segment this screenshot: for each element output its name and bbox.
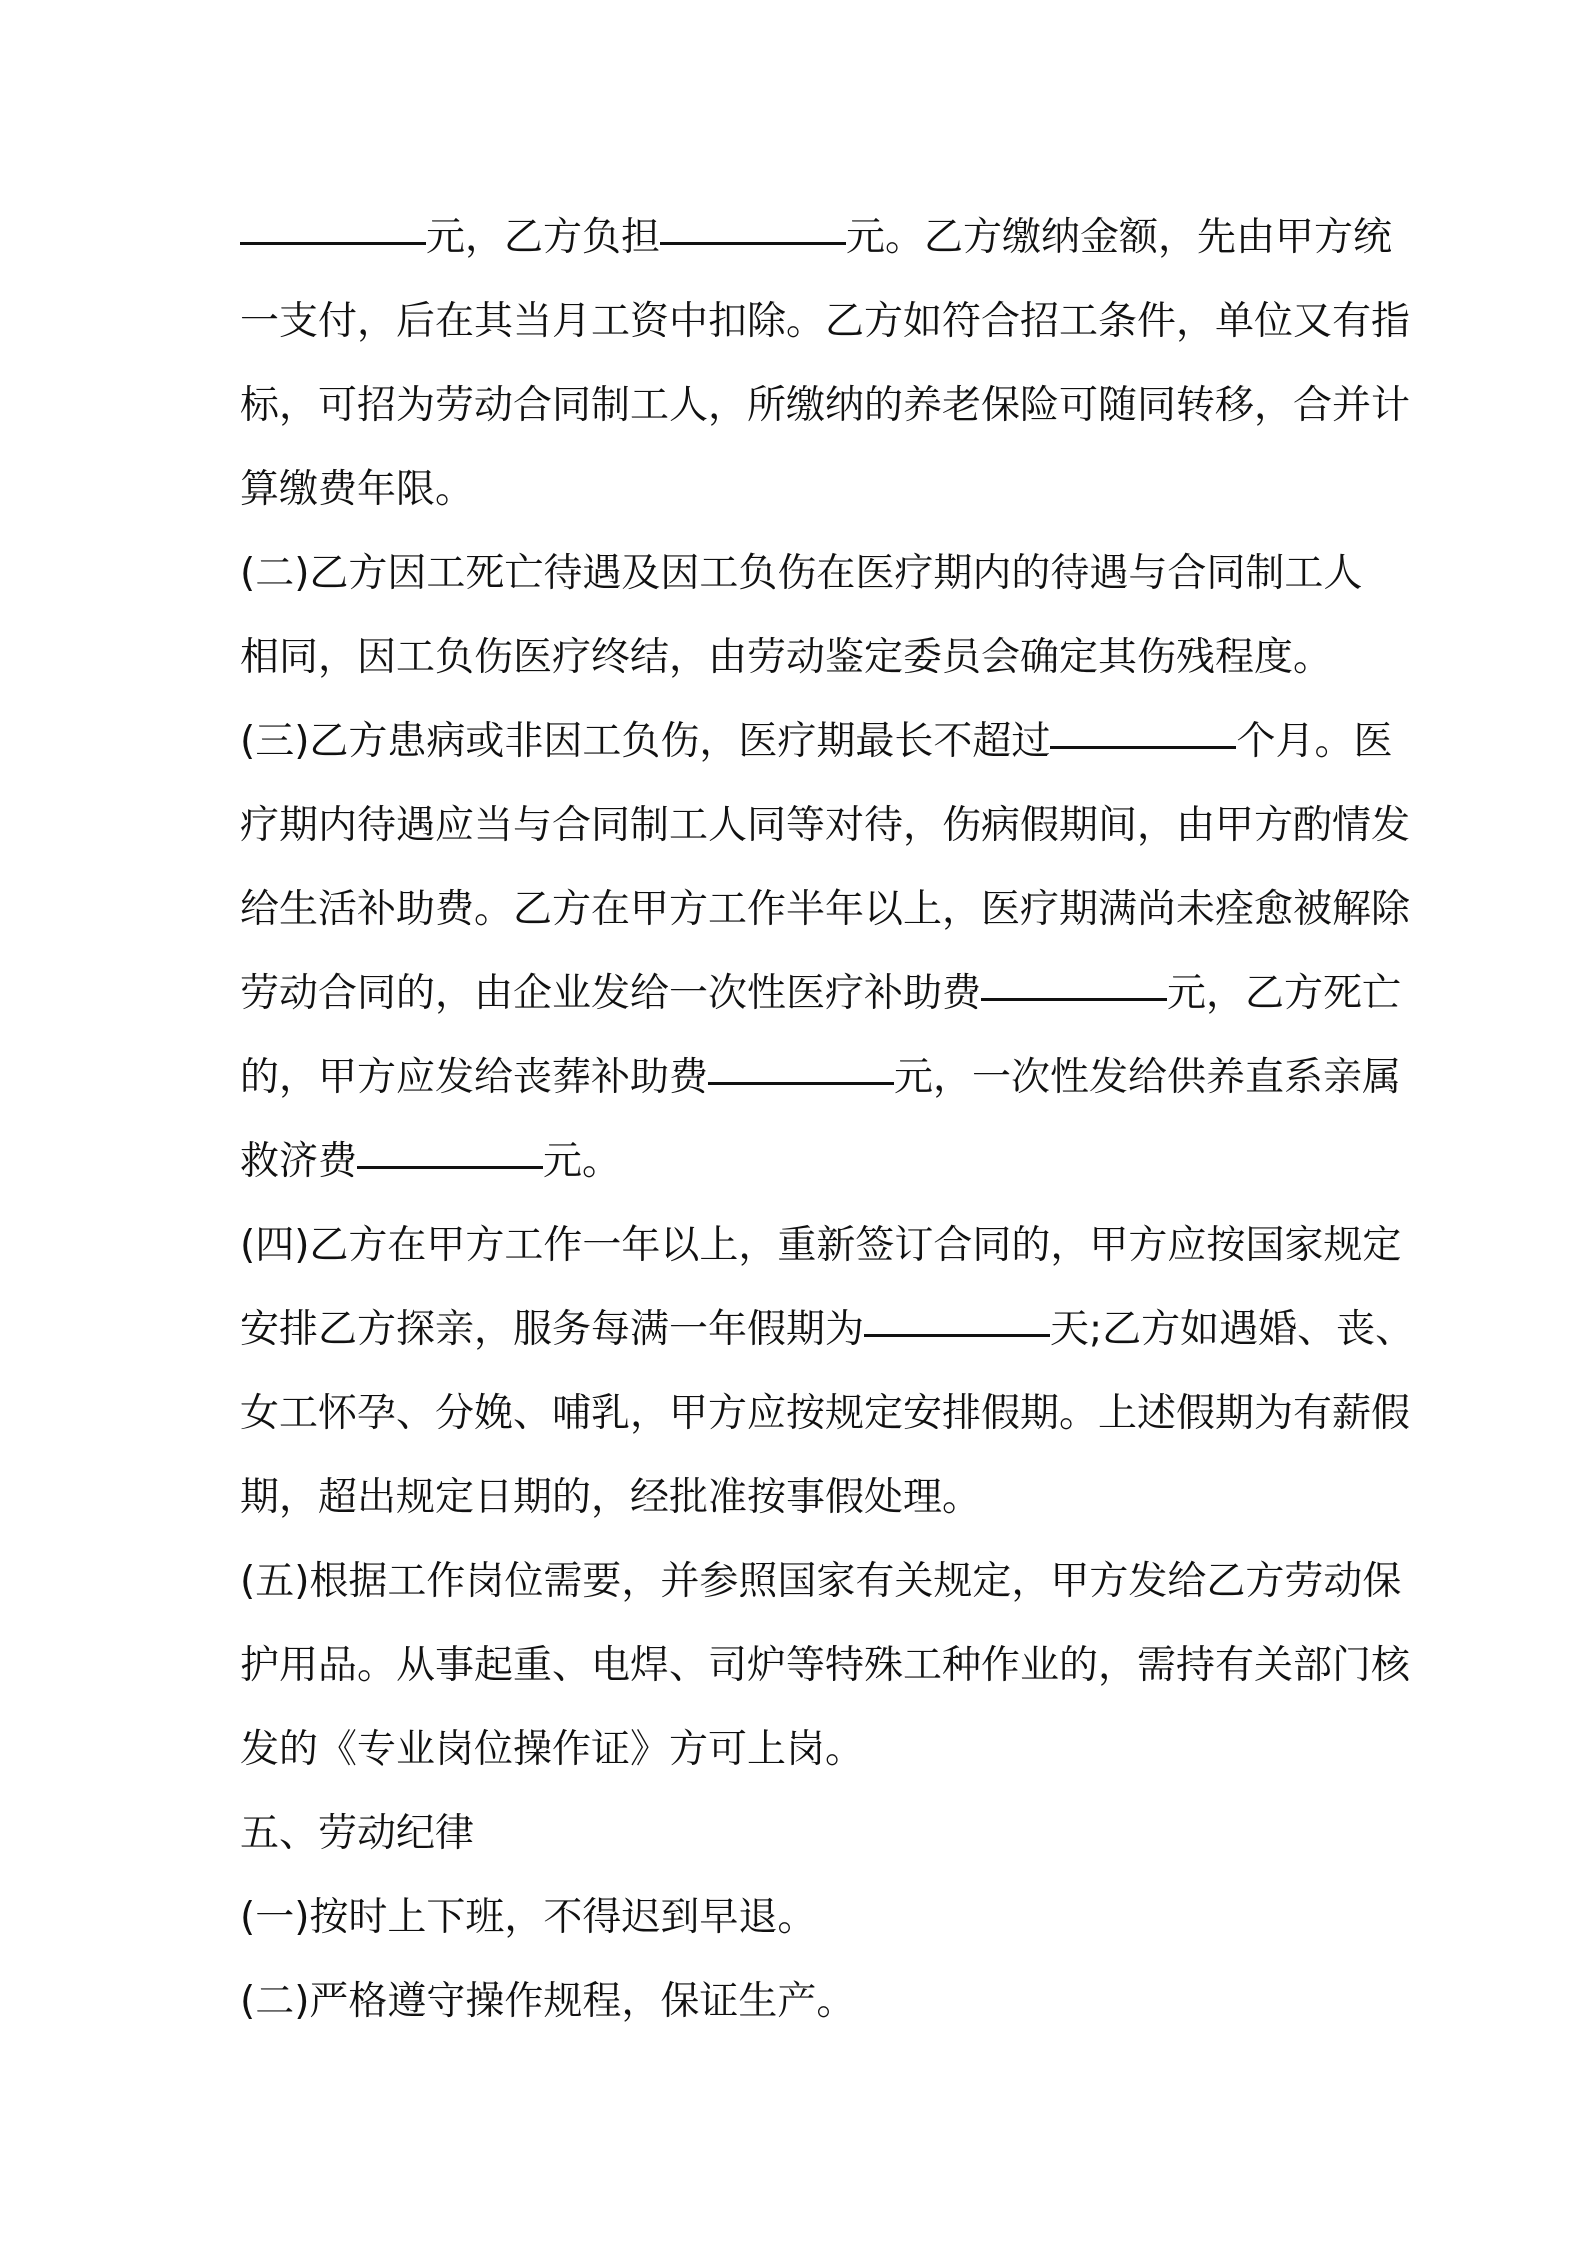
text-line [240, 196, 1393, 280]
text-line [240, 1960, 1360, 2044]
line-text: (三)乙方患病或非因工负伤，医疗期最长不超过 [240, 719, 1051, 764]
text-line [240, 1372, 1411, 1456]
line-text: 元。乙方缴纳金额，先由甲方统 [846, 215, 1393, 260]
line-text: (四)乙方在甲方工作一年以上，重新签订合同的，甲方应按国家规定 [240, 1223, 1402, 1268]
line-text: 个月。医 [1236, 719, 1393, 764]
line-text: 救济费 [240, 1139, 358, 1184]
contract-text [240, 196, 1415, 2044]
text-line [240, 1288, 1415, 1372]
line-text: 元，乙方死亡 [1167, 971, 1402, 1016]
line-text: 发的《专业岗位操作证》方可上岗。 [240, 1727, 865, 1772]
text-line [240, 952, 1402, 1036]
fill-in-blank[interactable] [660, 242, 846, 245]
line-text: 一支付，后在其当月工资中扣除。乙方如符合招工条件，单位又有指 [240, 299, 1411, 344]
fill-in-blank[interactable] [708, 1082, 894, 1085]
fill-in-blank[interactable] [864, 1334, 1050, 1337]
text-line [240, 1624, 1411, 1708]
text-line [240, 784, 1411, 868]
fill-in-blank[interactable] [1050, 746, 1236, 749]
text-line [240, 1036, 1402, 1120]
fill-in-blank[interactable] [357, 1166, 543, 1169]
text-line [240, 1540, 1402, 1624]
text-line [240, 1876, 1360, 1960]
text-line [240, 532, 1363, 616]
text-line [240, 1708, 1360, 1792]
line-text: 元。 [543, 1139, 622, 1184]
line-text: 算缴费年限。 [240, 467, 475, 512]
text-line [240, 868, 1411, 952]
line-text: (一)按时上下班，不得迟到早退。 [240, 1895, 817, 1940]
line-text: (二)严格遵守操作规程，保证生产。 [240, 1979, 856, 2024]
text-line [240, 616, 1360, 700]
line-text: 女工怀孕、分娩、哺乳，甲方应按规定安排假期。上述假期为有薪假 [240, 1391, 1411, 1436]
text-line [240, 1204, 1402, 1288]
line-text: (二)乙方因工死亡待遇及因工负伤在医疗期内的待遇与合同制工人 [240, 551, 1363, 596]
line-text: 天;乙方如遇婚、丧、 [1050, 1307, 1415, 1352]
text-line [240, 1456, 1360, 1540]
line-text: 元，一次性发给供养直系亲属 [894, 1055, 1402, 1100]
line-text: 安排乙方探亲，服务每满一年假期为 [240, 1307, 865, 1352]
text-line [240, 1120, 1360, 1204]
text-line [240, 700, 1393, 784]
section-heading [240, 1792, 1360, 1876]
line-text: (五)根据工作岗位需要，并参照国家有关规定，甲方发给乙方劳动保 [240, 1559, 1402, 1604]
text-line [240, 280, 1411, 364]
fill-in-blank[interactable] [240, 242, 426, 245]
text-line [240, 448, 1360, 532]
fill-in-blank[interactable] [981, 998, 1167, 1001]
line-text: 劳动合同的，由企业发给一次性医疗补助费 [240, 971, 982, 1016]
text-line [240, 364, 1411, 448]
line-text: 五、劳动纪律 [240, 1811, 475, 1856]
line-text: 相同，因工负伤医疗终结，由劳动鉴定委员会确定其伤残程度。 [240, 635, 1333, 680]
line-text: 期，超出规定日期的，经批准按事假处理。 [240, 1475, 982, 1520]
line-text: 标，可招为劳动合同制工人，所缴纳的养老保险可随同转移，合并计 [240, 383, 1411, 428]
line-text: 疗期内待遇应当与合同制工人同等对待，伤病假期间，由甲方酌情发 [240, 803, 1411, 848]
line-text: 护用品。从事起重、电焊、司炉等特殊工种作业的，需持有关部门核 [240, 1643, 1411, 1688]
line-text: 元，乙方负担 [426, 215, 661, 260]
line-text: 的，甲方应发给丧葬补助费 [240, 1055, 709, 1100]
line-text: 给生活补助费。乙方在甲方工作半年以上，医疗期满尚未痊愈被解除 [240, 887, 1411, 932]
